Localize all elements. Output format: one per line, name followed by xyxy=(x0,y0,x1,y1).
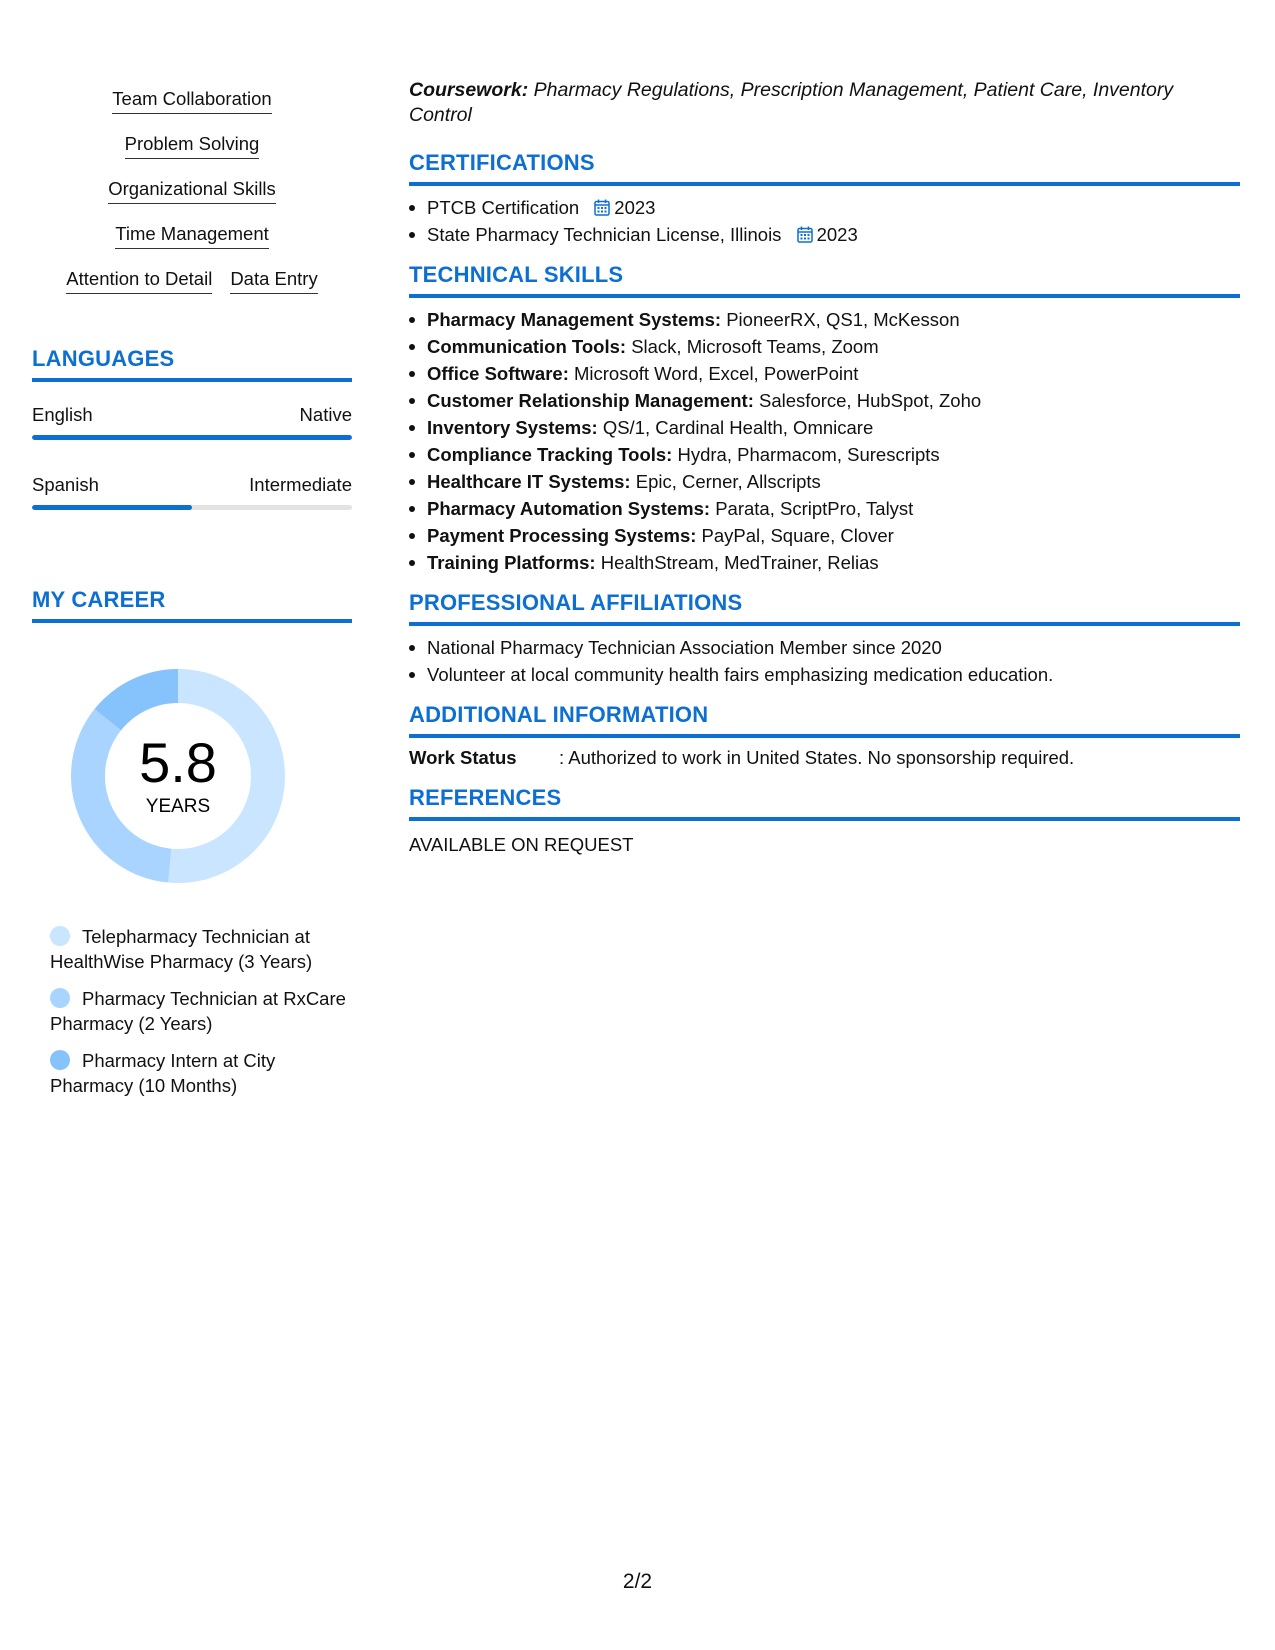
skill-tag: Attention to Detail xyxy=(66,266,212,294)
skill-label: Pharmacy Management Systems: xyxy=(427,309,722,330)
skill-row xyxy=(32,266,352,311)
skill-value: PayPal, Square, Clover xyxy=(701,525,894,546)
skill-label: Training Platforms: xyxy=(427,552,596,573)
skill-value: Microsoft Word, Excel, PowerPoint xyxy=(574,363,859,384)
legend-dot xyxy=(50,1050,70,1070)
list-item xyxy=(409,360,1240,387)
language-item-english xyxy=(32,404,352,440)
right-column xyxy=(409,78,1240,858)
calendar-icon xyxy=(797,226,813,243)
affiliations-list xyxy=(409,634,1240,688)
language-level: Native xyxy=(299,404,352,425)
career-legend xyxy=(50,924,350,1110)
list-item xyxy=(409,333,1240,360)
legend-dot xyxy=(50,926,70,946)
skill-label: Office Software: xyxy=(427,363,569,384)
languages-heading xyxy=(32,346,352,382)
heading-rule xyxy=(409,622,1240,626)
list-item xyxy=(409,468,1240,495)
skill-tag: Data Entry xyxy=(230,266,317,294)
list-item xyxy=(409,495,1240,522)
career-total-value: 5.8 xyxy=(139,731,217,794)
language-item-spanish xyxy=(32,474,352,510)
skill-value: PioneerRX, QS1, McKesson xyxy=(726,309,960,330)
certifications-list xyxy=(409,194,1240,248)
skill-row xyxy=(32,86,352,131)
language-name: Spanish xyxy=(32,474,99,495)
calendar-icon xyxy=(594,199,610,216)
donut-center xyxy=(66,664,290,888)
heading-rule xyxy=(409,294,1240,298)
skill-row xyxy=(32,221,352,266)
list-item xyxy=(409,221,1240,248)
certifications-heading xyxy=(409,150,1240,186)
references-text: AVAILABLE ON REQUEST xyxy=(409,834,634,855)
skill-label: Pharmacy Automation Systems: xyxy=(427,498,711,519)
heading-rule xyxy=(409,734,1240,738)
skill-label: Payment Processing Systems: xyxy=(427,525,697,546)
list-item xyxy=(409,522,1240,549)
references-heading xyxy=(409,785,1240,821)
skill-label: Healthcare IT Systems: xyxy=(427,471,631,492)
coursework xyxy=(409,78,1240,128)
skill-value: Epic, Cerner, Allscripts xyxy=(635,471,821,492)
legend-label: Telepharmacy Technician at HealthWise Pharmacy (3 Years) xyxy=(50,926,313,972)
certification-year: 2023 xyxy=(614,197,656,218)
list-item xyxy=(409,387,1240,414)
list-item xyxy=(409,306,1240,333)
language-bar xyxy=(32,435,352,440)
technical-skills-heading xyxy=(409,262,1240,298)
career-heading xyxy=(32,587,352,623)
skill-tag: Team Collaboration xyxy=(112,86,271,114)
skill-value: HealthStream, MedTrainer, Relias xyxy=(600,552,879,573)
certifications-heading-text: CERTIFICATIONS xyxy=(409,150,595,175)
work-status-row xyxy=(409,744,1240,771)
affiliations-heading-text: PROFESSIONAL AFFILIATIONS xyxy=(409,590,743,615)
page-number: 2/2 xyxy=(622,1570,653,1593)
work-status-value: : Authorized to work in United States. No sponsorship required. xyxy=(559,747,1075,768)
heading-rule xyxy=(32,619,352,623)
skill-value: Hydra, Pharmacom, Surescripts xyxy=(677,444,940,465)
language-bar-fill xyxy=(32,505,192,510)
heading-rule xyxy=(409,182,1240,186)
skill-tag: Problem Solving xyxy=(125,131,260,159)
list-item xyxy=(409,441,1240,468)
skill-row xyxy=(32,131,352,176)
language-name: English xyxy=(32,404,93,425)
skill-label: Communication Tools: xyxy=(427,336,627,357)
certification-name: State Pharmacy Technician License, Illinois xyxy=(427,224,782,245)
additional-info-heading-text: ADDITIONAL INFORMATION xyxy=(409,702,709,727)
language-level: Intermediate xyxy=(249,474,352,495)
technical-skills-heading-text: TECHNICAL SKILLS xyxy=(409,262,624,287)
skill-tag: Time Management xyxy=(115,221,269,249)
skill-label: Customer Relationship Management: xyxy=(427,390,754,411)
list-item xyxy=(409,549,1240,576)
legend-item xyxy=(50,1048,350,1098)
language-bar-fill xyxy=(32,435,352,440)
skills-list xyxy=(32,86,352,311)
additional-info-heading xyxy=(409,702,1240,738)
certification-name: PTCB Certification xyxy=(427,197,580,218)
language-bar xyxy=(32,505,352,510)
references-heading-text: REFERENCES xyxy=(409,785,562,810)
skill-label: Compliance Tracking Tools: xyxy=(427,444,673,465)
coursework-text: Pharmacy Regulations, Prescription Management, Patient Care, Inventory Control xyxy=(409,79,1174,126)
list-item: National Pharmacy Technician Association Member since 2020 xyxy=(409,634,1240,661)
career-donut-chart xyxy=(66,664,290,888)
affiliations-heading xyxy=(409,590,1240,626)
career-total-unit: YEARS xyxy=(145,796,211,817)
list-item: Volunteer at local community health fairs emphasizing medication education. xyxy=(409,661,1240,688)
list-item xyxy=(409,414,1240,441)
skill-value: Slack, Microsoft Teams, Zoom xyxy=(631,336,879,357)
list-item xyxy=(409,194,1240,221)
legend-label: Pharmacy Technician at RxCare Pharmacy (2 Years) xyxy=(50,988,346,1034)
legend-dot xyxy=(50,988,70,1008)
skill-tag: Organizational Skills xyxy=(108,176,276,204)
skill-value: QS/1, Cardinal Health, Omnicare xyxy=(602,417,874,438)
technical-skills-list xyxy=(409,306,1240,576)
skill-label: Inventory Systems: xyxy=(427,417,598,438)
heading-rule xyxy=(409,817,1240,821)
skill-value: Parata, ScriptPro, Talyst xyxy=(715,498,914,519)
work-status-label: Work Status xyxy=(409,747,517,768)
heading-rule xyxy=(32,378,352,382)
legend-label: Pharmacy Intern at City Pharmacy (10 Months) xyxy=(50,1050,276,1096)
coursework-label: Coursework: xyxy=(409,79,529,101)
skill-value: Salesforce, HubSpot, Zoho xyxy=(759,390,982,411)
legend-item xyxy=(50,986,350,1036)
career-heading-text: MY CAREER xyxy=(32,587,166,612)
certification-year: 2023 xyxy=(816,224,858,245)
languages-heading-text: LANGUAGES xyxy=(32,346,175,371)
skill-row xyxy=(32,176,352,221)
legend-item xyxy=(50,924,350,974)
